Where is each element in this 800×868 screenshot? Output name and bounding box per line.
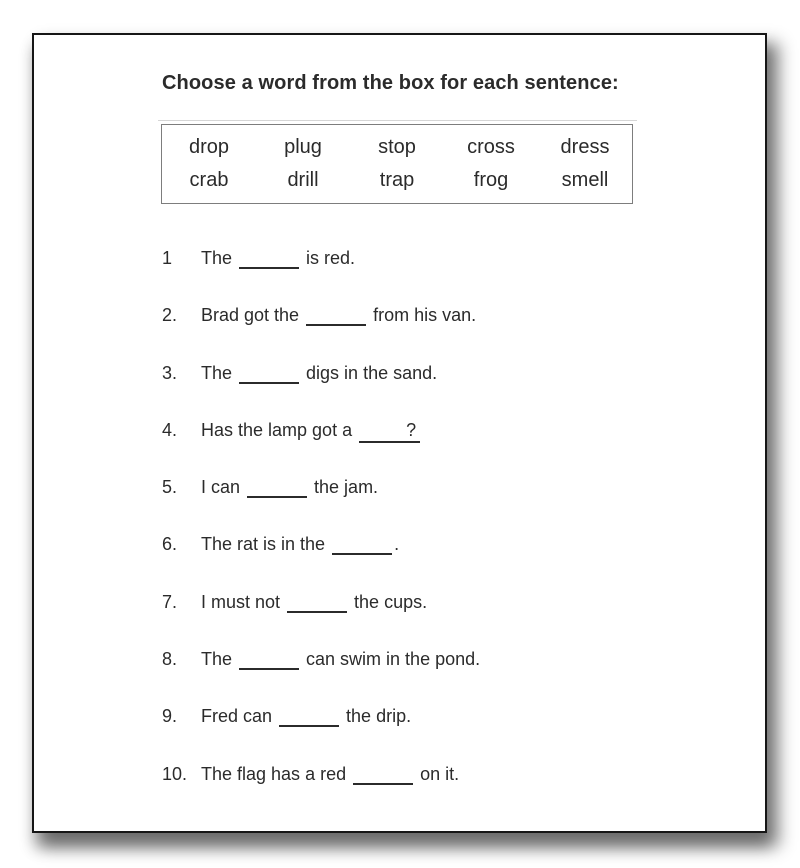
- sentence-after: the cups.: [349, 591, 428, 612]
- sentence-number: 10.: [162, 763, 188, 784]
- word-box-word: crab: [189, 169, 229, 192]
- sentence-item: [162, 419, 480, 476]
- word-box-row: [162, 136, 632, 159]
- sentence-after: digs in the sand.: [301, 362, 438, 383]
- sentence-number: 2.: [162, 305, 178, 326]
- sentence-item: [162, 648, 480, 705]
- sentence-number: 8.: [162, 649, 178, 670]
- sentence-text: [201, 362, 437, 384]
- sentence-text: [201, 648, 480, 670]
- sentence-after: .: [394, 534, 400, 555]
- sentence-before: The flag has a red: [201, 763, 352, 784]
- sentence-after: can swim in the pond.: [301, 649, 481, 670]
- sentence-text: [201, 591, 427, 613]
- sentence-item: [162, 591, 480, 648]
- worksheet-page: [32, 33, 767, 833]
- sentence-before: Brad got the: [201, 305, 305, 326]
- sentence-text: [201, 419, 422, 443]
- sentence-item: [162, 705, 480, 762]
- sentence-after: the jam.: [309, 477, 379, 498]
- sentence-number: 3.: [162, 362, 178, 383]
- word-box-word: drill: [287, 169, 319, 192]
- sentence-item: [162, 533, 480, 590]
- scan-artifact-line: [158, 120, 637, 121]
- answer-blank: [247, 481, 307, 498]
- sentence-number: 5.: [162, 477, 178, 498]
- sentence-after: from his van.: [368, 305, 477, 326]
- sentence-item: [162, 247, 480, 304]
- answer-blank: [239, 367, 299, 384]
- word-box-word: cross: [467, 135, 515, 158]
- sentence-after: is red.: [301, 248, 356, 268]
- sentence-list: [162, 247, 480, 820]
- sentence-before: I can: [201, 477, 246, 498]
- word-box-word: dress: [560, 135, 610, 158]
- word-box-word: stop: [378, 135, 416, 158]
- sentence-item: [162, 304, 480, 361]
- sentence-item: [162, 763, 480, 820]
- sentence-before: The: [201, 362, 238, 383]
- sentence-before: The rat is in the: [201, 534, 331, 555]
- sentence-after: on it.: [415, 763, 460, 784]
- sentence-text: [201, 763, 459, 785]
- answer-blank: [239, 653, 299, 670]
- word-box-word: trap: [379, 169, 415, 192]
- answer-blank: [287, 596, 347, 613]
- sentence-text: [201, 705, 411, 727]
- word-box-word: drop: [188, 135, 230, 158]
- sentence-text: [201, 247, 355, 269]
- sentence-text: [201, 304, 476, 326]
- sentence-before: Has the lamp got a: [201, 419, 358, 440]
- sentence-number: 9.: [162, 706, 178, 727]
- answer-blank: ?: [359, 419, 420, 443]
- answer-blank: [332, 538, 392, 555]
- sentence-after: the drip.: [341, 706, 412, 727]
- sentence-text: [201, 533, 399, 555]
- sentence-before: I must not: [201, 591, 286, 612]
- sentence-before: Fred can: [201, 706, 278, 727]
- answer-blank: [279, 710, 339, 727]
- word-box-row: [162, 169, 632, 192]
- sentence-before: The: [201, 248, 238, 268]
- sentence-item: [162, 476, 480, 533]
- sentence-number: 4.: [162, 419, 178, 440]
- sentence-item: [162, 362, 480, 419]
- word-box: [161, 124, 633, 204]
- sentence-number: 7.: [162, 591, 178, 612]
- answer-blank: [353, 768, 413, 785]
- sentence-before: The: [201, 649, 238, 670]
- worksheet-title: Choose a word from the box for each sentence:: [162, 72, 619, 94]
- sentence-text: [201, 476, 378, 498]
- sentence-number: 6.: [162, 534, 178, 555]
- answer-blank: [306, 309, 366, 326]
- word-box-word: plug: [284, 135, 322, 158]
- answer-blank: [239, 252, 299, 269]
- word-box-word: frog: [473, 169, 509, 192]
- word-box-word: smell: [561, 169, 609, 192]
- sentence-number: 1: [162, 248, 173, 268]
